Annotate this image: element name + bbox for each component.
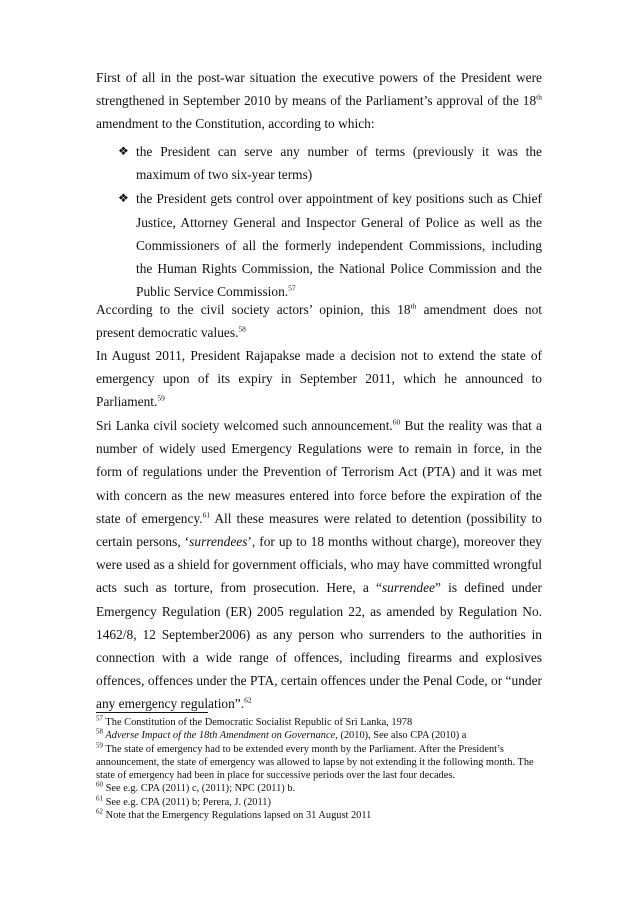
paragraph-emergency-regulations: Sri Lanka civil society welcomed such announcement.$^{60}$ But the reality was that a number of widely used Emergency Regulations were to remain in force, in the form of regulations under the Prevention of Terrorism Act (PTA) and it was met with concern as the new measures entered into force before the expiration of the state of emergency.$^{61}$ All these measures were related to detention (possibility to certain persons, ‘surrendees’, for up to 18 months without charge), moreover they were used as a shield for government officials, who may have committed wrongful acts such as torture, from prosecution. Here, a “surrendee” is defined under Emergency Regulation (ER) 2005 regulation 22, as amended by Regulation No. 1462/8, 12 September2006) as any person who surrenders to the authorities in connection with a wide range of offences, including firearms and explosives offences, offences under the PTA, certain offences under the Penal Code, or “under any emergency regulation”.$^{62}$ bbox=[96, 417, 543, 712]
footnote-ref: 57 bbox=[288, 283, 296, 293]
footnote-58: $^{58}$ Adverse Impact of the 18th Amendment on Governance, (2010), See also CPA (2010) a bbox=[96, 727, 467, 742]
bullet-list bbox=[118, 140, 542, 303]
paragraph-civil-society-opinion: According to the civil society actors’ opinion, this 18th amendment does not present democratic values.$^{58}$ bbox=[96, 301, 543, 341]
footnote-57: $^{57}$ The Constitution of the Democratic Socialist Republic of Sri Lanka, 1978 bbox=[96, 714, 413, 728]
footnote-ordinal: th bbox=[536, 92, 542, 102]
list-item: ❖ the President can serve any number of terms (previously it was the maximum of two six-year terms) bbox=[118, 140, 542, 186]
footnote-ref: 60 bbox=[392, 417, 401, 427]
footnote-ref: 58 bbox=[238, 324, 246, 334]
footnote-separator bbox=[96, 712, 208, 713]
diamond-bullet-icon: ❖ bbox=[118, 191, 129, 206]
diamond-bullet-icon: ❖ bbox=[118, 144, 129, 158]
footnote-61: $^{61}$ See e.g. CPA (2011) b; Perera, J. (2011) bbox=[96, 794, 271, 808]
footnote-ref: 59 bbox=[157, 393, 165, 403]
footnote-59: $^{59}$ The state of emergency had to be extended every month by the Parliament. After the President’s announcement, the state of emergency was allowed to lapse by not extending it the following month. The state of emergency had been in place for successive periods over the last four decades. bbox=[96, 741, 534, 782]
footnotes bbox=[96, 716, 542, 822]
footnote-ref: 62 bbox=[244, 695, 252, 705]
list-item: ❖ the President gets control over appointment of key positions such as Chief Justice, Attorney General and Inspector General of Police as well as the Commissioners of all the formerly independent Commissions, including the Human Rights Commission, the National Police Commission and the Public Service Commission.$^{57}$ bbox=[118, 187, 542, 303]
footnote-ref: 61 bbox=[202, 510, 211, 520]
paragraph-emergency-expiry: In August 2011, President Rajapakse made a decision not to extend the state of emergency upon of its expiry in September 2011, which he announced to Parliament.$^{59}$ bbox=[96, 348, 542, 410]
footnote-60: $^{60}$ See e.g. CPA (2011) c, (2011); NPC (2011) b. bbox=[96, 781, 296, 795]
paragraph-executive-powers: First of all in the post-war situation the executive powers of the President were strengthened in September 2010 by means of the Parliament’s approval of the 18th amendment to the Constitution, according to which: bbox=[96, 70, 542, 132]
footnote-62: $^{62}$ Note that the Emergency Regulations lapsed on 31 August 2011 bbox=[96, 807, 372, 822]
